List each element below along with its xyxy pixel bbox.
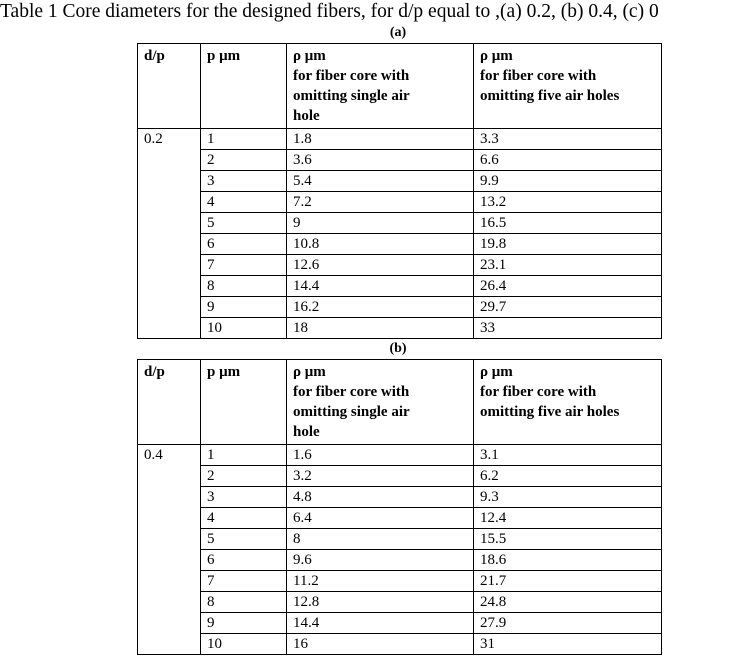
table-row xyxy=(138,213,662,234)
dp-cell xyxy=(138,150,201,171)
p-header: p μm xyxy=(201,360,287,445)
dp-cell xyxy=(138,255,201,276)
dp-cell: 0.2 xyxy=(138,129,201,150)
table-row xyxy=(138,129,662,150)
table-b xyxy=(137,359,662,655)
p-cell: 4 xyxy=(201,192,287,213)
single-hole-cell: 12.6 xyxy=(287,255,474,276)
table-row xyxy=(138,297,662,318)
table-row xyxy=(138,255,662,276)
p-cell: 1 xyxy=(201,445,287,466)
five-holes-cell: 3.3 xyxy=(474,129,662,150)
p-cell: 10 xyxy=(201,318,287,339)
single-hole-cell: 11.2 xyxy=(287,571,474,592)
single-hole-cell: 16.2 xyxy=(287,297,474,318)
p-cell: 8 xyxy=(201,276,287,297)
five-holes-cell: 26.4 xyxy=(474,276,662,297)
single-header-line: ρ μm xyxy=(293,48,326,64)
single-hole-cell: 1.6 xyxy=(287,445,474,466)
header-row xyxy=(138,44,662,129)
p-header: p μm xyxy=(201,44,287,129)
p-cell: 6 xyxy=(201,234,287,255)
five-holes-cell: 31 xyxy=(474,634,662,655)
p-cell: 9 xyxy=(201,297,287,318)
table-row xyxy=(138,276,662,297)
table-row xyxy=(138,445,662,466)
dp-cell xyxy=(138,571,201,592)
single-header-line: hole xyxy=(293,424,320,440)
five-holes-cell: 16.5 xyxy=(474,213,662,234)
five-header-line: for fiber core with xyxy=(480,68,597,84)
dp-cell xyxy=(138,508,201,529)
five-holes-cell: 6.2 xyxy=(474,466,662,487)
five-holes-cell: 19.8 xyxy=(474,234,662,255)
p-cell: 5 xyxy=(201,529,287,550)
header-row xyxy=(138,360,662,445)
five-holes-cell: 6.6 xyxy=(474,150,662,171)
five-header-line: for fiber core with xyxy=(480,384,597,400)
single-hole-cell: 4.8 xyxy=(287,487,474,508)
p-cell: 2 xyxy=(201,150,287,171)
table-row xyxy=(138,529,662,550)
single-hole-cell: 14.4 xyxy=(287,276,474,297)
dp-cell xyxy=(138,234,201,255)
table-row xyxy=(138,192,662,213)
single-hole-cell: 5.4 xyxy=(287,171,474,192)
five-holes-header xyxy=(474,44,662,129)
five-holes-cell: 12.4 xyxy=(474,508,662,529)
dp-cell: 0.4 xyxy=(138,445,201,466)
single-hole-cell: 3.6 xyxy=(287,150,474,171)
dp-cell xyxy=(138,276,201,297)
table-b-label: (b) xyxy=(389,341,407,356)
five-holes-cell: 9.3 xyxy=(474,487,662,508)
dp-cell xyxy=(138,297,201,318)
five-header-line: omitting five air holes xyxy=(480,88,620,104)
p-cell: 9 xyxy=(201,613,287,634)
p-cell: 7 xyxy=(201,255,287,276)
single-hole-cell: 18 xyxy=(287,318,474,339)
table-row xyxy=(138,613,662,634)
p-cell: 2 xyxy=(201,466,287,487)
dp-cell xyxy=(138,592,201,613)
five-holes-cell: 9.9 xyxy=(474,171,662,192)
single-hole-cell: 9 xyxy=(287,213,474,234)
dp-cell xyxy=(138,550,201,571)
p-cell: 3 xyxy=(201,171,287,192)
table-row xyxy=(138,171,662,192)
table-row xyxy=(138,634,662,655)
table-row xyxy=(138,234,662,255)
single-header-line: for fiber core with xyxy=(293,68,410,84)
p-cell: 5 xyxy=(201,213,287,234)
five-holes-cell: 33 xyxy=(474,318,662,339)
table-row xyxy=(138,508,662,529)
p-cell: 4 xyxy=(201,508,287,529)
single-hole-cell: 10.8 xyxy=(287,234,474,255)
dp-cell xyxy=(138,171,201,192)
single-header-line: hole xyxy=(293,108,320,124)
single-hole-cell: 12.8 xyxy=(287,592,474,613)
five-holes-cell: 13.2 xyxy=(474,192,662,213)
dp-header: d/p xyxy=(138,360,201,445)
p-cell: 7 xyxy=(201,571,287,592)
single-hole-cell: 14.4 xyxy=(287,613,474,634)
five-holes-cell: 27.9 xyxy=(474,613,662,634)
single-header-line: omitting single air xyxy=(293,404,410,420)
table-row xyxy=(138,571,662,592)
five-header-line: ρ μm xyxy=(480,48,513,64)
single-hole-cell: 6.4 xyxy=(287,508,474,529)
dp-cell xyxy=(138,529,201,550)
single-hole-cell: 7.2 xyxy=(287,192,474,213)
dp-cell xyxy=(138,613,201,634)
p-cell: 3 xyxy=(201,487,287,508)
table-row xyxy=(138,550,662,571)
table-a-label: (a) xyxy=(389,25,407,40)
single-hole-cell: 8 xyxy=(287,529,474,550)
single-hole-cell: 9.6 xyxy=(287,550,474,571)
p-cell: 1 xyxy=(201,129,287,150)
five-header-line: omitting five air holes xyxy=(480,404,620,420)
single-header-line: for fiber core with xyxy=(293,384,410,400)
single-hole-cell: 1.8 xyxy=(287,129,474,150)
dp-cell xyxy=(138,318,201,339)
dp-cell xyxy=(138,192,201,213)
table-row xyxy=(138,150,662,171)
five-holes-cell: 3.1 xyxy=(474,445,662,466)
five-header-line: ρ μm xyxy=(480,364,513,380)
p-cell: 6 xyxy=(201,550,287,571)
p-cell: 8 xyxy=(201,592,287,613)
table-row xyxy=(138,318,662,339)
single-hole-cell: 3.2 xyxy=(287,466,474,487)
single-hole-header xyxy=(287,44,474,129)
five-holes-cell: 23.1 xyxy=(474,255,662,276)
dp-cell xyxy=(138,634,201,655)
table-row xyxy=(138,487,662,508)
dp-header: d/p xyxy=(138,44,201,129)
five-holes-header xyxy=(474,360,662,445)
five-holes-cell: 29.7 xyxy=(474,297,662,318)
dp-cell xyxy=(138,466,201,487)
p-cell: 10 xyxy=(201,634,287,655)
single-hole-header xyxy=(287,360,474,445)
five-holes-cell: 24.8 xyxy=(474,592,662,613)
five-holes-cell: 15.5 xyxy=(474,529,662,550)
single-hole-cell: 16 xyxy=(287,634,474,655)
single-header-line: omitting single air xyxy=(293,88,410,104)
dp-cell xyxy=(138,213,201,234)
five-holes-cell: 18.6 xyxy=(474,550,662,571)
table-row xyxy=(138,466,662,487)
table-caption: Table 1 Core diameters for the designed fibers, for d/p equal to ,(a) 0.2, (b) 0.4, (c) 0 xyxy=(0,1,659,22)
dp-cell xyxy=(138,487,201,508)
table-row xyxy=(138,592,662,613)
table-a xyxy=(137,43,662,339)
five-holes-cell: 21.7 xyxy=(474,571,662,592)
single-header-line: ρ μm xyxy=(293,364,326,380)
